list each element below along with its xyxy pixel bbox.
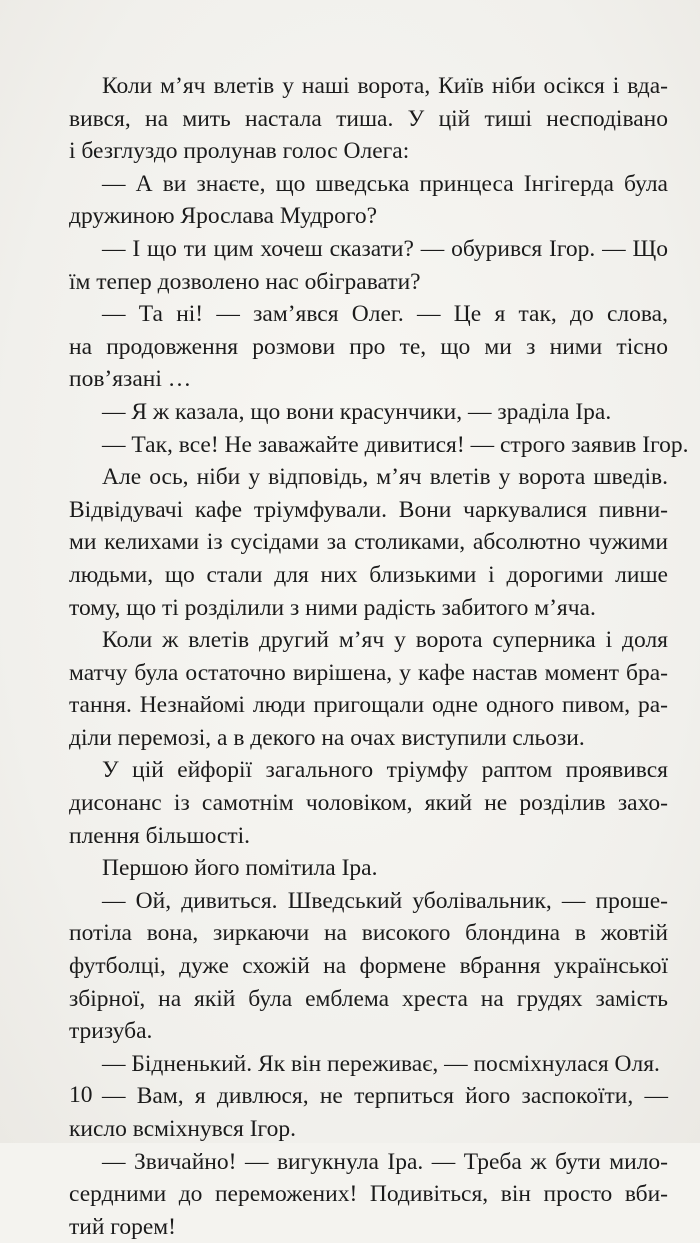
paragraph (69, 461, 668, 624)
paragraph (69, 754, 668, 852)
paragraph (69, 168, 668, 233)
text-line: Коли ж влетів другий м’яч у ворота суперника і доля (102, 627, 668, 654)
text-line: збірної, на якій була емблема хреста на грудях замість (69, 985, 668, 1012)
paragraph (69, 1080, 668, 1145)
text-line: сердними до переможених! Подивіться, він просто вби- (69, 1181, 668, 1208)
text-line: футболці, дуже схожій на формене вбрання української (69, 953, 668, 980)
text-line: тому, що ті розділили з ними радість забитого м’яча. (69, 594, 596, 621)
text-line: дисонанс із самотнім чоловіком, який не розділив захо- (69, 790, 668, 817)
paragraph (69, 624, 668, 754)
text-line: тий горем! (69, 1213, 176, 1240)
page-number: 10 (69, 1082, 93, 1108)
paragraph (69, 885, 668, 1048)
text-line: і безглуздо пролунав голос Олега: (69, 138, 410, 165)
text-line: потіла вона, зиркаючи на високого блондина в жовтій (69, 920, 668, 947)
text-line: Відвідувачі кафе тріумфували. Вони чаркувалися пивни- (69, 496, 668, 523)
text-line: — Вам, я дивлюся, не терпиться його заспокоїти, — (102, 1083, 668, 1110)
text-line: кисло всміхнувся Ігор. (69, 1116, 296, 1142)
text-line: — Звичайно! — вигукнула Іра. — Треба ж бути мило- (102, 1148, 668, 1175)
text-line: Але ось, ніби у відповідь, м’яч влетів у ворота шведів. (102, 464, 668, 491)
text-line: — Я ж казала, що вони красунчики, — зраділа Іра. (102, 398, 612, 425)
text-line: людьми, що стали для них близькими і дорогими лише (69, 561, 668, 588)
paragraph (69, 1048, 668, 1081)
text-line: — Ой, дивиться. Шведський уболівальник, — проше- (102, 887, 668, 914)
text-line: — Бідненький. Як він переживає, — посміхнулася Оля. (102, 1050, 660, 1077)
paragraph (69, 70, 668, 168)
text-line: У цій ейфорії загального тріумфу раптом проявився (102, 757, 668, 784)
text-line: матчу була остаточно вирішена, у кафе настав момент бра- (69, 659, 668, 686)
text-line: діли перемозі, а в декого на очах виступили сльози. (69, 724, 585, 751)
text-line: їм тепер дозволено нас обігравати? (69, 268, 421, 295)
text-line: — Та ні! — зам’явся Олег. — Це я так, до слова, (102, 301, 668, 328)
text-line: — Так, все! Не заважайте дивитися! — строго заявив Ігор. (102, 431, 689, 458)
text-line: Першою його помітила Іра. (102, 855, 378, 882)
paragraph (69, 852, 668, 885)
paragraph (69, 1146, 668, 1243)
text-line: на продовження розмови про те, що ми з ними тісно (69, 333, 668, 360)
text-line: тання. Незнайомі люди пригощали одне одного пивом, ра- (69, 692, 668, 719)
text-line: плення більшості. (69, 822, 251, 849)
text-line: тризуба. (69, 1018, 153, 1045)
text-line: ми келихами із сусідами за столиками, абсолютно чужими (69, 529, 668, 556)
text-line: пов’язані … (69, 366, 192, 393)
text-line: дружиною Ярослава Мудрого? (69, 203, 378, 230)
text-line: вився, на мить настала тиша. У цій тиші несподівано (69, 105, 668, 132)
text-line: — А ви знаєте, що шведська принцеса Інгігерда була (102, 170, 668, 197)
text-line: Коли м’яч влетів у наші ворота, Київ ніби осікся і вда- (102, 73, 668, 99)
text-line: — І що ти цим хочеш сказати? — обурився Ігор. — Що (102, 235, 668, 262)
paragraph (69, 233, 668, 298)
paragraph (69, 298, 668, 396)
paragraph (69, 429, 689, 462)
paragraph (69, 396, 668, 429)
body-text (69, 70, 689, 1243)
